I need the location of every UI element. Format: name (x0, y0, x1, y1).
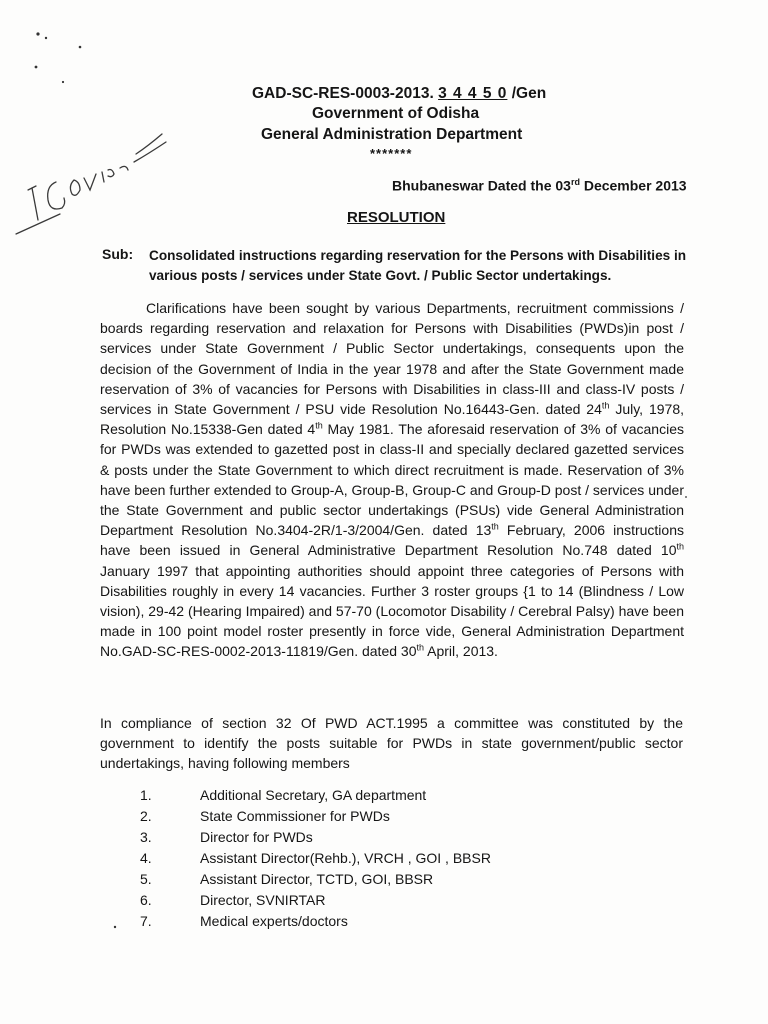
date-ordinal: rd (570, 177, 580, 187)
member-number: 6. (140, 892, 152, 908)
list-item (140, 827, 491, 848)
para1-text-1: Clarifications have been sought by various Departments, recruitment commissions / boards regarding reservation and relaxation for Persons with Disabilities (PWDs)in post / services under State Government / Public Sector undertakings, consequents upon the decision of the Government of India in the year 1978 and after the State Government made reservation of 3% of vacancies for Persons with Disabilities in class-III and class-IV posts / services in State Government / PSU vide Resolution No.16443-Gen. dated 24 (100, 300, 684, 418)
member-text: Assistant Director, TCTD, GOI, BBSR (200, 871, 434, 887)
department-name: General Administration Department (261, 126, 523, 143)
date-prefix: Bhubaneswar Dated the 03 (392, 177, 571, 194)
list-item (140, 869, 491, 890)
reference-number: 3 4 4 5 0 (438, 85, 508, 102)
reference-suffix: /Gen (507, 85, 547, 102)
member-text: Director, SVNIRTAR (200, 892, 326, 908)
member-text: Assistant Director(Rehb.), VRCH , GOI , BBSR (200, 850, 491, 866)
government-name: Government of Odisha (312, 105, 480, 122)
member-number: 2. (140, 808, 152, 824)
resolution-title: RESOLUTION (347, 209, 446, 226)
speck (62, 81, 64, 83)
speck (35, 66, 38, 69)
para1-sup-3: th (491, 521, 499, 532)
member-number: 1. (140, 787, 152, 803)
speck (45, 37, 47, 39)
member-number: 5. (140, 871, 152, 887)
subject-label: Sub: (102, 246, 134, 262)
para1-text-4: February, 2006 instructions have been issued in General Administrative Department Resolution No.748 dated 10 (100, 522, 684, 559)
member-number: 4. (140, 850, 152, 866)
list-item (140, 785, 491, 806)
date-suffix: December 2013 (579, 177, 687, 194)
speck (79, 46, 82, 49)
member-text: Director for PWDs (200, 829, 313, 845)
paragraph-clarifications (100, 298, 684, 662)
speck (36, 32, 39, 35)
committee-members-list (140, 785, 491, 932)
list-item (140, 911, 491, 932)
list-item (140, 806, 491, 827)
member-number: 7. (140, 913, 152, 929)
speck (114, 926, 116, 928)
para1-sup-4: th (676, 541, 684, 552)
header-stars: ******* (370, 146, 413, 161)
paragraph-committee: In compliance of section 32 Of PWD ACT.1995 a committee was constituted by the government to identify the posts suitable for PWDs in state government/public sector undertakings, having following members (100, 715, 683, 772)
member-text: Medical experts/doctors (200, 913, 348, 929)
para1-text-2: July, 1978, Resolution No.15338-Gen dated 4 (100, 401, 685, 438)
member-text: Additional Secretary, GA department (200, 787, 427, 803)
subject-text: Consolidated instructions regarding reservation for the Persons with Disabilities in various posts / services under State Govt. / Public Sector undertakings. (149, 248, 687, 283)
para1-sup-1: th (601, 400, 610, 411)
document-date (392, 177, 687, 194)
para1-text-3: May 1981. The aforesaid reservation of 3% of vacancies for PWDs was extended to gazetted post in class-II and specially declared gazetted services & posts under the State Government to which direct recruitment is made. Reservation of 3% have been further extended to Group-A, Group-B, Group-C and Group-D post / services under the State Government and public sector undertakings (PSUs) vide General Administration Department Resolution No.3404-2R/1-3/2004/Gen. dated 13 (100, 421, 684, 539)
member-number: 3. (140, 829, 152, 845)
member-text: State Commissioner for PWDs (200, 808, 390, 824)
reference-prefix: GAD-SC-RES-0003-2013. (252, 85, 439, 102)
para1-text-5: January 1997 that appointing authorities should appoint three categories of Persons with Disabilities roughly in every 14 vacancies. Further 3 roster groups {1 to 14 (Blindness / Low vision), 29-42 (Hearing Impaired) and 57-70 (Locomotor Disability / Cerebral Palsy) have been made in 100 point model roster presently in force vide, General Administration Department No.GAD-SC-RES-0002-2013-11819/Gen. dated 30 (100, 562, 684, 660)
list-item (140, 890, 491, 911)
reference-number-line (252, 84, 546, 104)
para1-sup-2: th (315, 420, 323, 431)
para1-sup-5: th (416, 642, 424, 653)
speck (685, 496, 687, 498)
handwritten-annotation (8, 128, 178, 238)
para1-text-6: April, 2013. (424, 643, 498, 660)
list-item (140, 848, 491, 869)
